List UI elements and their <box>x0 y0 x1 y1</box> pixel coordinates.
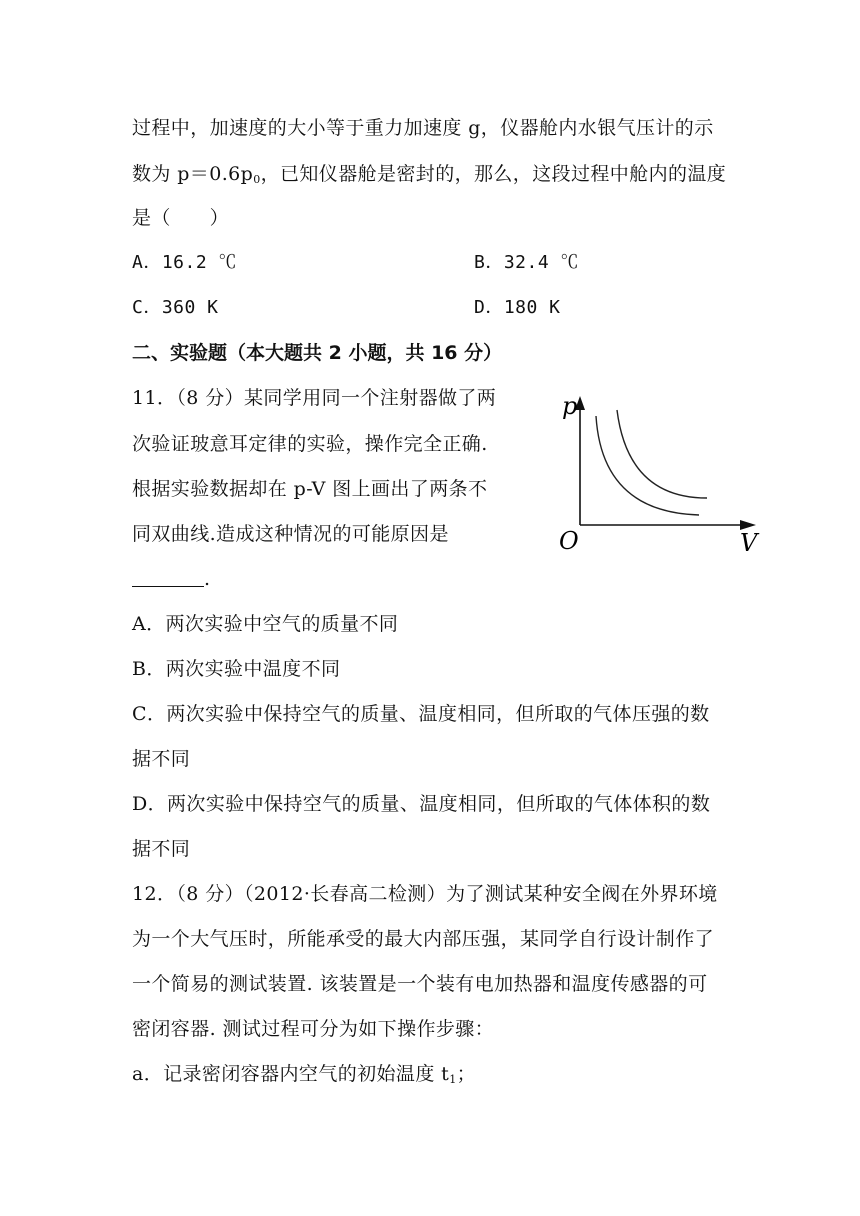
q11-option-c-line1: C．两次实验中保持空气的质量、温度相同，但所取的气体压强的数 <box>132 703 710 725</box>
isotherm-curve-upper <box>617 410 707 498</box>
q11-text-line5 <box>132 567 210 591</box>
q11-option-b: B．两次实验中温度不同 <box>132 658 341 680</box>
q11-line5-end: . <box>204 568 211 590</box>
q10-line2-sub: 0 <box>253 173 261 186</box>
q12-step-a-post: ； <box>456 1063 477 1085</box>
q11-option-c-line2: 据不同 <box>132 748 191 770</box>
q11-option-d-line2: 据不同 <box>132 838 191 860</box>
isotherm-curve-lower <box>596 416 699 515</box>
q10-option-b: B．32.4 ℃ <box>474 252 580 273</box>
q11-option-a: A．两次实验中空气的质量不同 <box>132 613 399 635</box>
q12-text-line4: 密闭容器. 测试过程可分为如下操作步骤： <box>132 1018 495 1040</box>
v-axis-label: V <box>740 529 758 557</box>
q11-option-d-line1: D．两次实验中保持空气的质量、温度相同，但所取的气体体积的数 <box>132 793 711 815</box>
q12-text-line3: 一个简易的测试装置. 该装置是一个装有电加热器和温度传感器的可 <box>132 973 708 995</box>
q11-text-line1: 11．（8 分）某同学用同一个注射器做了两 <box>132 387 497 409</box>
q10-text-line2 <box>132 162 726 192</box>
q10-option-c: C．360 K <box>132 297 219 318</box>
q12-step-a-sub: 1 <box>449 1073 457 1086</box>
pv-diagram <box>550 380 770 560</box>
q11-text-line3: 根据实验数据却在 p-V 图上画出了两条不 <box>132 478 488 500</box>
q12-text-line1: 12．（8 分）（2012·长春高二检测）为了测试某种安全阀在外界环境 <box>132 883 718 905</box>
q10-line2-pre: 数为 p＝0.6p <box>132 163 254 185</box>
origin-label: O <box>559 527 579 555</box>
q10-line2-post: ，已知仪器舱是密封的，那么，这段过程中舱内的温度 <box>260 163 727 185</box>
q10-text-line3: 是（ ） <box>132 207 230 229</box>
q10-option-a: A．16.2 ℃ <box>132 252 238 273</box>
q10-option-d: D．180 K <box>474 297 561 318</box>
q11-text-line4: 同双曲线.造成这种情况的可能原因是 <box>132 523 449 545</box>
x-axis <box>580 520 756 530</box>
q10-text-line1: 过程中，加速度的大小等于重力加速度 g，仪器舱内水银气压计的示 <box>132 117 714 139</box>
p-axis-label: p <box>562 392 578 420</box>
section-heading: 二、实验题（本大题共 2 小题，共 16 分） <box>132 342 503 364</box>
answer-blank <box>132 568 204 587</box>
q12-step-a-pre: a．记录密闭容器内空气的初始温度 t <box>132 1063 450 1085</box>
q11-text-line2: 次验证玻意耳定律的实验，操作完全正确. <box>132 433 488 455</box>
q12-text-line2: 为一个大气压时，所能承受的最大内部压强，某同学自行设计制作了 <box>132 928 715 950</box>
q12-step-a <box>132 1062 476 1092</box>
